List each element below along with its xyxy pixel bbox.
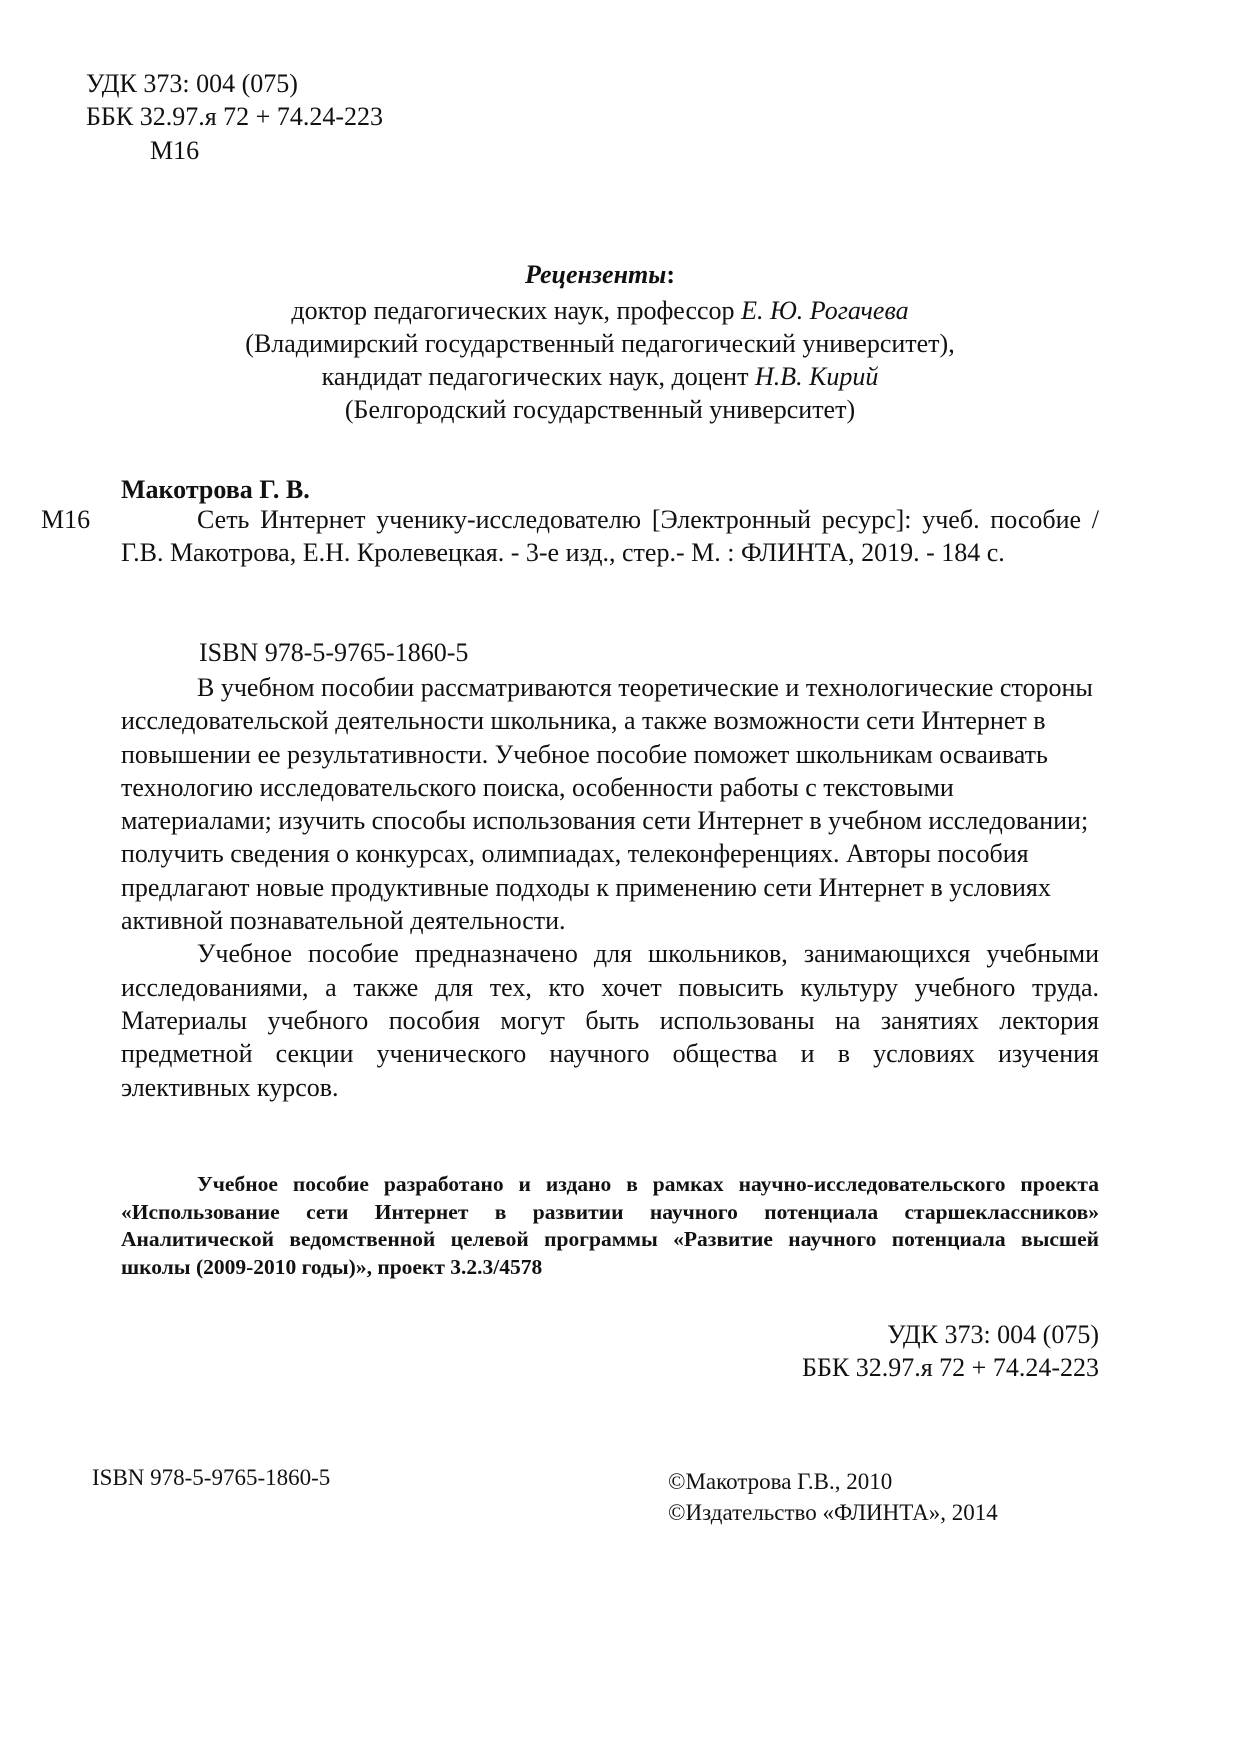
annotation-paragraph-1-tail: активной познавательной деятельности. (121, 906, 566, 936)
entry-isbn: ISBN 978-5-9765-1860-5 (199, 638, 469, 667)
project-note: Учебное пособие разработано и издано в рамках научно-исследовательского проекта «Использование сети Интернет в развитии научного потенциала старшеклассников» Аналитической ведомственной целевой программы «Развитие научного потенциала высшей школы (2009-2010 годы)», проект 3.2.3/4578 (121, 1172, 1099, 1279)
reviewer-2: кандидат педагогических наук, доцент Н.В. Кирий (321, 362, 879, 391)
annotation (121, 671, 1099, 1104)
top-udk-code: УДК 373: 004 (075) (86, 69, 298, 98)
annotation-paragraph-2: Учебное пособие предназначено для школьников, занимающихся учебными исследованиями, а также для тех, кто хочет повысить культуру учебного труда. Материалы учебного пособия могут быть использованы на занятиях лектория предметной секции ученического научного общества и в условиях изучения элективных курсов. (121, 939, 1099, 1102)
annotation-paragraph-1: В учебном пособии рассматриваются теоретические и технологические стороны исследовательской деятельности школьника, а также возможности сети Интернет в повышении ее результативности. Учебное пособие поможет школьникам осваивать технологию исследовательского поиска, особенности работы с текстовыми материалами; изучить способы использования сети Интернет в учебном исследовании; получить сведения о конкурсах, олимпиадах, телеконференциях. Авторы пособия предлагают новые продуктивные подходы к применению сети Интернет в условиях (121, 673, 1093, 902)
copyright-block (668, 1466, 998, 1528)
top-bbk-code: ББК 32.97.я 72 + 74.24-223 (86, 102, 383, 131)
footer-isbn: ISBN 978-5-9765-1860-5 (92, 1465, 331, 1490)
reviewer-1-name: Е. Ю. Рогачева (741, 296, 909, 325)
bottom-classification (802, 1318, 1099, 1384)
copyright-publisher: ©Издательство «ФЛИНТА», 2014 (668, 1500, 998, 1525)
reviewers-heading: Рецензенты: (525, 260, 675, 289)
reviewer-1-affiliation: (Владимирский государственный педагогический университет), (245, 329, 955, 358)
reviewers-block (120, 258, 1080, 426)
entry-author: Макотрова Г. В. (121, 475, 310, 504)
bottom-udk-code: УДК 373: 004 (075) (887, 1320, 1099, 1349)
reviewer-2-affiliation: (Белгородский государственный университет) (344, 395, 856, 424)
entry-author-code: М16 (41, 505, 91, 534)
copyright-author: ©Макотрова Г.В., 2010 (668, 1469, 893, 1494)
reviewer-2-name: Н.В. Кирий (754, 362, 879, 391)
reviewer-1: доктор педагогических наук, профессор Е. Ю. Рогачева (291, 296, 909, 325)
entry-description: Сеть Интернет ученику-исследователю [Электронный ресурс]: учеб. пособие / Г.В. Макотрова, Е.Н. Кролевецкая. - 3-е изд., стер.- М. : ФЛИНТА, 2019. - 184 с. (121, 505, 1099, 567)
bottom-bbk-code: ББК 32.97.я 72 + 74.24-223 (802, 1353, 1099, 1382)
top-author-code: М16 (150, 136, 200, 165)
